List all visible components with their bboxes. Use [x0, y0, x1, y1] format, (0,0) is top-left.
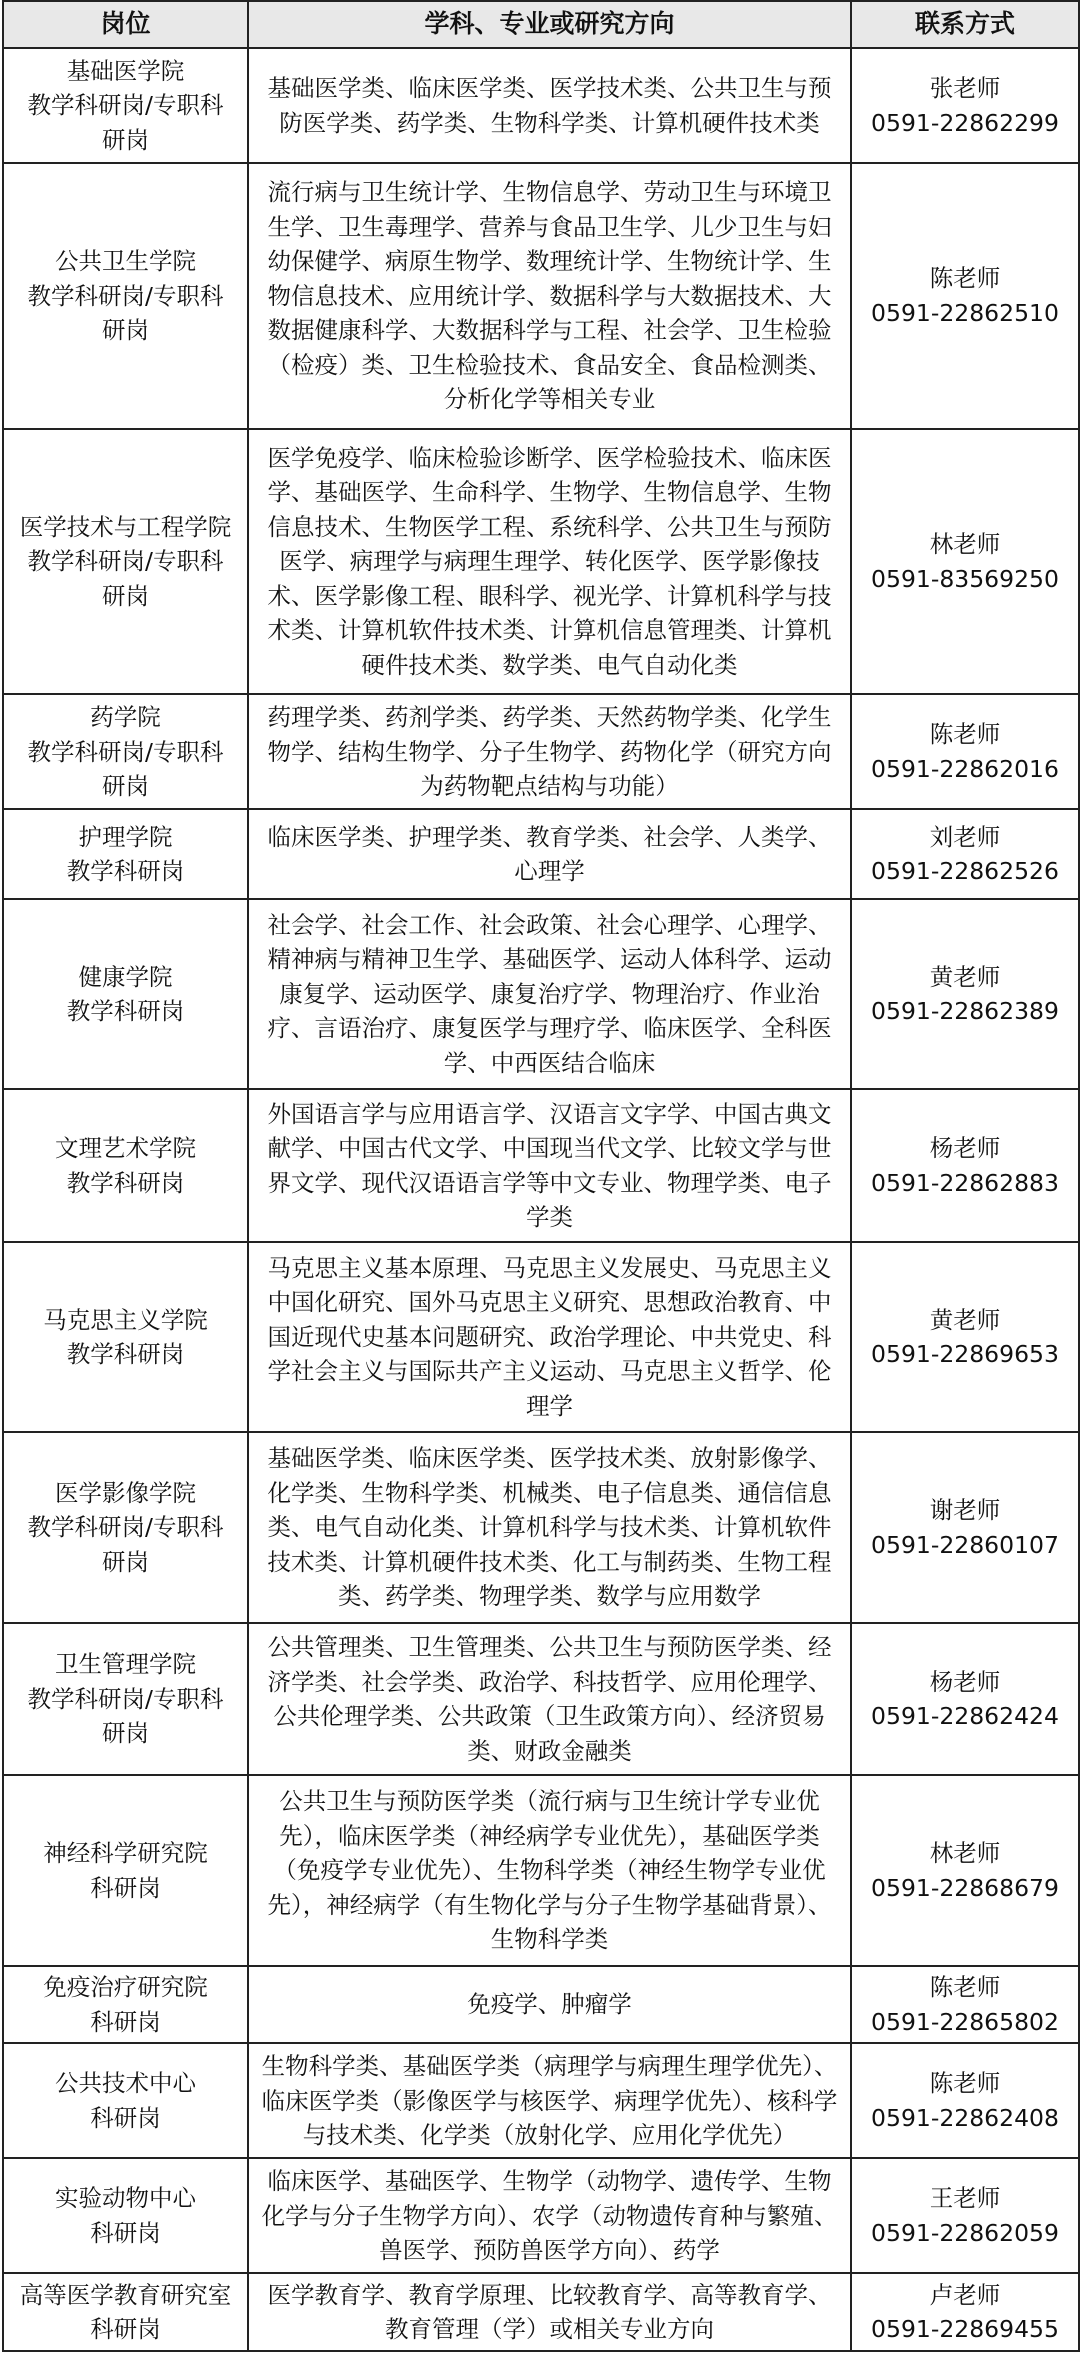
subjects-cell: 医学免疫学、临床检验诊断学、医学检验技术、临床医学、基础医学、生命科学、生物学、生物信息学、生物信息技术、生物医学工程、系统科学、公共卫生与预防医学、病理学与病理生理学、转化医学、医学影像技术、医学影像工程、眼科学、视光学、计算机科学与技术类、计算机软件技术类、计算机信息管理类、计算机硬件技术类、数学类、电气自动化类	[248, 429, 851, 695]
subjects-cell: 公共管理类、卫生管理类、公共卫生与预防医学类、经济学类、社会学类、政治学、科技哲学、应用伦理学、公共伦理学类、公共政策（卫生政策方向）、经济贸易类、财政金融类	[248, 1623, 851, 1776]
position-cell: 高等医学教育研究室 科研岗	[3, 2273, 248, 2351]
subjects-cell: 生物科学类、基础医学类（病理学与病理生理学优先）、临床医学类（影像医学与核医学、病理学优先）、核科学与技术类、化学类（放射化学、应用化学优先）	[248, 2043, 851, 2158]
table-row	[3, 1089, 1079, 1242]
position-cell: 护理学院 教学科研岗	[3, 809, 248, 898]
contact-name: 陈老师	[929, 264, 1001, 293]
position-cell: 公共卫生学院 教学科研岗/专职科 研岗	[3, 163, 248, 429]
contact-name: 杨老师	[929, 1667, 1001, 1696]
contact-phone: 0591-22865802	[871, 2007, 1059, 2036]
table-row	[3, 2043, 1079, 2158]
contact-cell	[851, 1775, 1079, 1965]
contact-name: 王老师	[929, 2184, 1001, 2213]
contact-phone: 0591-83569250	[871, 564, 1059, 593]
position-cell: 药学院 教学科研岗/专职科 研岗	[3, 694, 248, 809]
subjects-cell: 社会学、社会工作、社会政策、社会心理学、心理学、精神病与精神卫生学、基础医学、运动人体科学、运动康复学、运动医学、康复治疗学、物理治疗、作业治疗、言语治疗、康复医学与理疗学、临床医学、全科医学、中西医结合临床	[248, 899, 851, 1089]
table-row	[3, 48, 1079, 163]
contact-cell	[851, 2158, 1079, 2273]
contact-cell	[851, 48, 1079, 163]
contact-name: 林老师	[929, 530, 1001, 559]
table-row	[3, 1775, 1079, 1965]
header-row	[3, 1, 1079, 48]
contact-name: 卢老师	[929, 2280, 1001, 2309]
header-subjects: 学科、专业或研究方向	[248, 1, 851, 48]
contact-name: 林老师	[929, 1839, 1001, 1868]
position-cell: 医学技术与工程学院 教学科研岗/专职科 研岗	[3, 429, 248, 695]
position-cell: 神经科学研究院 科研岗	[3, 1775, 248, 1965]
subjects-cell: 药理学类、药剂学类、药学类、天然药物学类、化学生物学、结构生物学、分子生物学、药物化学（研究方向为药物靶点结构与功能）	[248, 694, 851, 809]
contact-phone: 0591-22860107	[871, 1530, 1059, 1559]
position-cell: 基础医学院 教学科研岗/专职科 研岗	[3, 48, 248, 163]
position-cell: 医学影像学院 教学科研岗/专职科 研岗	[3, 1432, 248, 1622]
contact-cell	[851, 429, 1079, 695]
contact-name: 陈老师	[929, 2069, 1001, 2098]
contact-name: 黄老师	[929, 962, 1001, 991]
position-cell: 实验动物中心 科研岗	[3, 2158, 248, 2273]
table-row	[3, 2158, 1079, 2273]
contact-cell	[851, 809, 1079, 898]
contact-phone: 0591-22862883	[871, 1168, 1059, 1197]
table-row	[3, 694, 1079, 809]
table-row	[3, 1966, 1079, 2043]
contact-cell	[851, 2273, 1079, 2351]
subjects-cell: 临床医学类、护理学类、教育学类、社会学、人类学、心理学	[248, 809, 851, 898]
contact-name: 陈老师	[929, 1973, 1001, 2002]
contact-name: 张老师	[929, 74, 1001, 103]
position-cell: 公共技术中心 科研岗	[3, 2043, 248, 2158]
contact-cell	[851, 1966, 1079, 2043]
contact-phone: 0591-22869653	[871, 1340, 1059, 1369]
table-row	[3, 1242, 1079, 1432]
contact-phone: 0591-22862526	[871, 857, 1059, 886]
position-cell: 健康学院 教学科研岗	[3, 899, 248, 1089]
contact-cell	[851, 899, 1079, 1089]
contact-name: 杨老师	[929, 1134, 1001, 1163]
contact-phone: 0591-22862389	[871, 997, 1059, 1026]
table-row	[3, 429, 1079, 695]
contact-phone: 0591-22862510	[871, 298, 1059, 327]
subjects-cell: 流行病与卫生统计学、生物信息学、劳动卫生与环境卫生学、卫生毒理学、营养与食品卫生学、儿少卫生与妇幼保健学、病原生物学、数理统计学、生物统计学、生物信息技术、应用统计学、数据科学与大数据技术、大数据健康科学、大数据科学与工程、社会学、卫生检验（检疫）类、卫生检验技术、食品安全、食品检测类、分析化学等相关专业	[248, 163, 851, 429]
recruitment-table	[2, 0, 1080, 2352]
contact-cell	[851, 1242, 1079, 1432]
contact-phone: 0591-22862059	[871, 2218, 1059, 2247]
subjects-cell: 临床医学、基础医学、生物学（动物学、遗传学、生物化学与分子生物学方向）、农学（动物遗传育种与繁殖、兽医学、预防兽医学方向）、药学	[248, 2158, 851, 2273]
contact-phone: 0591-22862299	[871, 108, 1059, 137]
contact-name: 谢老师	[929, 1496, 1001, 1525]
contact-phone: 0591-22862424	[871, 1702, 1059, 1731]
contact-name: 刘老师	[929, 822, 1001, 851]
contact-phone: 0591-22869455	[871, 2315, 1059, 2344]
contact-phone: 0591-22862016	[871, 754, 1059, 783]
contact-phone: 0591-22868679	[871, 1873, 1059, 1902]
table-row	[3, 899, 1079, 1089]
table-row	[3, 2273, 1079, 2351]
contact-cell	[851, 1432, 1079, 1622]
subjects-cell: 外国语言学与应用语言学、汉语言文字学、中国古典文献学、中国古代文学、中国现当代文学、比较文学与世界文学、现代汉语语言学等中文专业、物理学类、电子学类	[248, 1089, 851, 1242]
table-row	[3, 163, 1079, 429]
subjects-cell: 基础医学类、临床医学类、医学技术类、公共卫生与预防医学类、药学类、生物科学类、计算机硬件技术类	[248, 48, 851, 163]
table-row	[3, 1432, 1079, 1622]
contact-cell	[851, 1623, 1079, 1776]
contact-cell	[851, 1089, 1079, 1242]
position-cell: 文理艺术学院 教学科研岗	[3, 1089, 248, 1242]
contact-phone: 0591-22862408	[871, 2103, 1059, 2132]
contact-cell	[851, 694, 1079, 809]
position-cell: 免疫治疗研究院 科研岗	[3, 1966, 248, 2043]
contact-cell	[851, 2043, 1079, 2158]
subjects-cell: 马克思主义基本原理、马克思主义发展史、马克思主义中国化研究、国外马克思主义研究、思想政治教育、中国近现代史基本问题研究、政治学理论、中共党史、科学社会主义与国际共产主义运动、马克思主义哲学、伦理学	[248, 1242, 851, 1432]
header-position: 岗位	[3, 1, 248, 48]
contact-cell	[851, 163, 1079, 429]
position-cell: 马克思主义学院 教学科研岗	[3, 1242, 248, 1432]
subjects-cell: 医学教育学、教育学原理、比较教育学、高等教育学、教育管理（学）或相关专业方向	[248, 2273, 851, 2351]
contact-name: 黄老师	[929, 1305, 1001, 1334]
position-cell: 卫生管理学院 教学科研岗/专职科 研岗	[3, 1623, 248, 1776]
subjects-cell: 基础医学类、临床医学类、医学技术类、放射影像学、化学类、生物科学类、机械类、电子信息类、通信信息类、电气自动化类、计算机科学与技术类、计算机软件技术类、计算机硬件技术类、化工与制药类、生物工程类、药学类、物理学类、数学与应用数学	[248, 1432, 851, 1622]
table-row	[3, 809, 1079, 898]
subjects-cell: 免疫学、肿瘤学	[248, 1966, 851, 2043]
table-row	[3, 1623, 1079, 1776]
subjects-cell: 公共卫生与预防医学类（流行病与卫生统计学专业优先），临床医学类（神经病学专业优先），基础医学类（免疫学专业优先）、生物科学类（神经生物学专业优先），神经病学（有生物化学与分子生物学基础背景）、生物科学类	[248, 1775, 851, 1965]
contact-name: 陈老师	[929, 720, 1001, 749]
header-contact: 联系方式	[851, 1, 1079, 48]
